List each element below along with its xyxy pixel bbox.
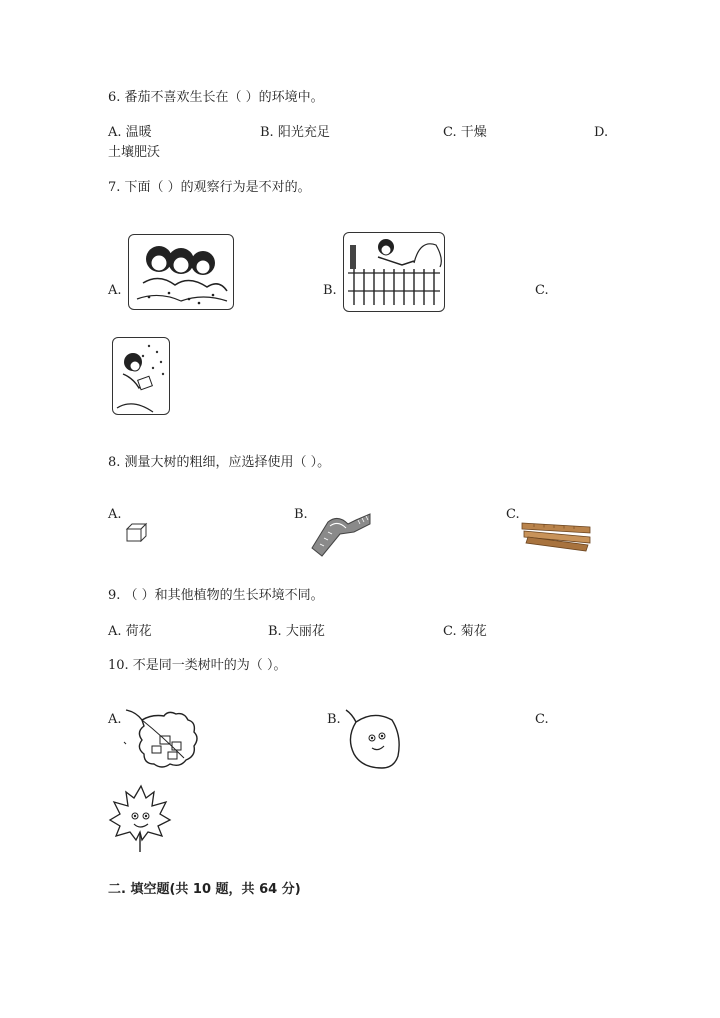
children-looking-at-ground-illustration xyxy=(128,234,234,310)
tape-measure-icon xyxy=(308,510,374,560)
child-leaning-on-fence-illustration xyxy=(343,232,445,312)
folding-ruler-icon xyxy=(520,515,592,553)
q9-stem: 9. （ ）和其他植物的生长环境不同。 xyxy=(108,588,324,603)
q6-option-d: D. xyxy=(594,125,609,140)
q8-stem: 8. 测量大树的粗细，应选择使用（ ）。 xyxy=(108,455,331,470)
q6-option-c: C. 干燥 xyxy=(443,125,487,140)
q8-option-a: A. xyxy=(108,507,122,522)
q7-option-c: C. xyxy=(535,283,549,298)
q9-option-c: C. 菊花 xyxy=(443,624,487,639)
q6-option-a: A. 温暖 xyxy=(108,125,152,140)
q10-option-a: A. xyxy=(108,712,122,727)
round-leaf-icon xyxy=(342,706,404,772)
q6-option-d-continued: 土壤肥沃 xyxy=(108,145,161,160)
q9-option-b: B. 大丽花 xyxy=(268,624,325,639)
q10-stem: 10. 不是同一类树叶的为（ ）。 xyxy=(108,658,287,673)
section-heading: 二. 填空题(共 10 题，共 64 分) xyxy=(108,882,301,897)
cube-icon xyxy=(125,522,149,542)
oak-leaf-icon xyxy=(122,706,204,772)
q9-option-a: A. 荷花 xyxy=(108,624,152,639)
q10-option-c: C. xyxy=(535,712,549,727)
q6-option-b: B. 阳光充足 xyxy=(260,125,330,140)
q8-option-b: B. xyxy=(294,507,308,522)
q8-option-c: C. xyxy=(506,507,520,522)
maple-leaf-icon xyxy=(108,782,174,854)
q7-option-b: B. xyxy=(323,283,337,298)
q7-stem: 7. 下面（ ）的观察行为是不对的。 xyxy=(108,180,311,195)
child-writing-notes-illustration xyxy=(112,337,170,415)
q10-option-b: B. xyxy=(327,712,341,727)
q6-stem: 6. 番茄不喜欢生长在（ ）的环境中。 xyxy=(108,90,324,105)
q7-option-a: A. xyxy=(108,283,122,298)
